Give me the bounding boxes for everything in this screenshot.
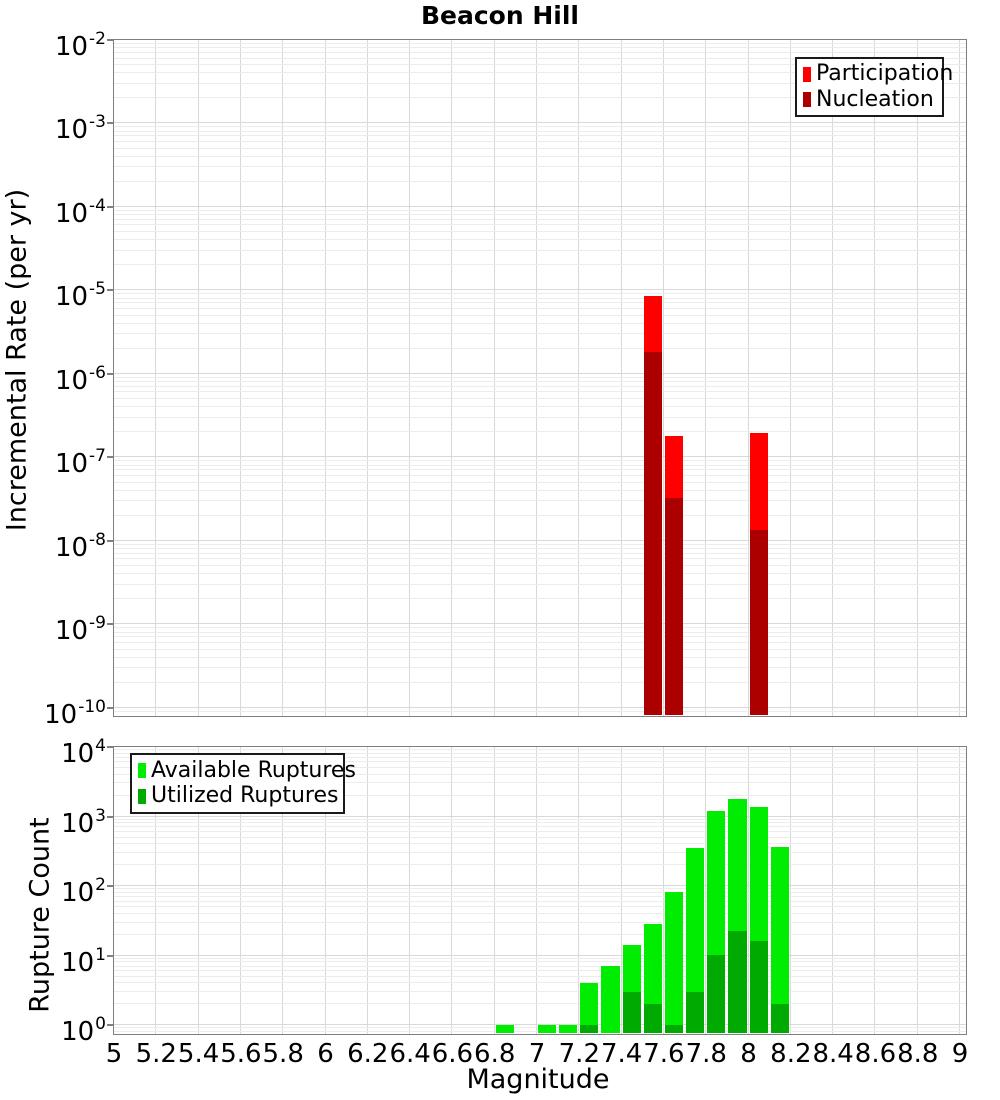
x-tick-label: 7.2 [558,1039,600,1069]
minor-gridline [114,391,966,392]
minor-gridline [114,906,966,907]
y-tick-label: $10^1$ [61,944,106,978]
nucleation-swatch [803,92,811,107]
y-tick-label: $10^{-6}$ [54,362,106,396]
bar-available-ruptures [496,1025,514,1034]
y-tick-label: $10^4$ [61,736,106,769]
minor-gridline [114,348,966,349]
legend-item-utilized-ruptures [138,784,337,808]
minor-gridline [114,548,966,549]
minor-gridline [114,381,966,382]
minor-gridline [114,749,966,750]
bar-nucleation [665,498,683,715]
y-tick-mark [107,540,114,542]
minor-gridline [114,181,966,182]
minor-gridline [114,982,966,983]
minor-gridline [114,126,966,127]
x-tick-label: 6.8 [474,1039,516,1069]
available-ruptures-swatch [138,763,146,778]
y-tick-mark [107,206,114,208]
x-tick-label: 8.8 [897,1039,939,1069]
minor-gridline [114,636,966,637]
minor-gridline [114,888,966,889]
y-tick-label: $10^2$ [61,875,106,909]
minor-gridline [114,47,966,48]
minor-gridline [114,298,966,299]
minor-gridline [114,460,966,461]
minor-gridline [114,490,966,491]
minor-gridline [114,308,966,309]
x-tick-label: 6.4 [389,1039,431,1069]
minor-gridline [114,417,966,418]
major-gridline [114,373,966,374]
y-tick-label: $10^{-10}$ [44,696,106,730]
top-legend [795,57,954,117]
minor-gridline [114,465,966,466]
legend-label-utilized-ruptures: Utilized Ruptures [151,783,339,809]
x-tick-label: 7.6 [643,1039,685,1069]
major-gridline [114,707,966,708]
major-gridline [114,122,966,123]
minor-gridline [114,822,966,823]
y-tick-label: $10^{-2}$ [54,29,106,62]
minor-gridline [114,852,966,853]
bar-available-ruptures [559,1025,577,1034]
minor-gridline [114,657,966,658]
x-tick-label: 6 [317,1039,334,1069]
minor-gridline [114,892,966,893]
x-tick-label: 7 [528,1039,546,1069]
minor-gridline [114,976,966,977]
minor-gridline [114,553,966,554]
bar-nucleation [644,352,662,715]
bottom-y-axis-label: Rupture Count [24,817,56,1013]
minor-gridline [114,598,966,599]
y-tick-mark [107,707,114,709]
x-tick-label: 7.4 [600,1039,643,1069]
minor-gridline [114,398,966,399]
y-tick-label: $10^3$ [61,805,106,839]
x-tick-label: 5 [105,1039,123,1069]
minor-gridline [114,406,966,407]
minor-gridline [114,250,966,251]
y-tick-mark [107,122,114,124]
major-gridline [114,540,966,541]
bar-utilized-ruptures [686,992,704,1034]
bar-available-ruptures [601,966,619,1033]
legend-label-available-ruptures: Available Ruptures [151,757,356,783]
legend-item-participation [803,61,954,87]
y-tick-label: $10^0$ [61,1014,106,1048]
minor-gridline [114,333,966,334]
minor-gridline [114,302,966,303]
minor-gridline [114,386,966,387]
bar-utilized-ruptures [580,1025,598,1034]
minor-gridline [114,819,966,820]
y-tick-mark [107,885,114,887]
bar-nucleation [750,530,768,716]
major-gridline [114,623,966,624]
minor-gridline [114,219,966,220]
minor-gridline [114,901,966,902]
x-tick-label: 6.2 [347,1039,389,1069]
minor-gridline [114,826,966,827]
minor-gridline [114,166,966,167]
minor-gridline [114,864,966,865]
bar-available-ruptures [665,892,683,1033]
y-tick-label: $10^{-9}$ [54,613,106,647]
minor-gridline [114,475,966,476]
top-plot-area [113,39,967,717]
y-tick-label: $10^{-4}$ [54,195,106,229]
minor-gridline [114,431,966,432]
minor-gridline [114,377,966,378]
major-gridline [114,289,966,290]
minor-gridline [114,922,966,923]
y-tick-mark [107,623,114,625]
minor-gridline [114,210,966,211]
minor-gridline [114,991,966,992]
minor-gridline [114,515,966,516]
minor-gridline [114,214,966,215]
minor-gridline [114,264,966,265]
legend-item-nucleation [803,88,936,112]
utilized-ruptures-swatch [138,789,146,804]
x-tick-label: 8.6 [854,1039,897,1069]
minor-gridline [114,627,966,628]
y-tick-mark [107,373,114,375]
x-tick-label: 5.4 [177,1039,220,1069]
bar-utilized-ruptures [707,955,725,1033]
participation-swatch [803,67,811,82]
chart-title: Beacon Hill [420,1,579,30]
y-tick-mark [107,816,114,818]
minor-gridline [114,896,966,897]
minor-gridline [114,837,966,838]
y-tick-label: $10^{-3}$ [54,112,106,146]
x-tick-label: 5.6 [220,1039,262,1069]
x-tick-label: 5.8 [262,1039,304,1069]
x-tick-label: 8.2 [770,1039,812,1069]
minor-gridline [114,913,966,914]
minor-gridline [114,293,966,294]
y-tick-mark [107,39,114,41]
minor-gridline [114,544,966,545]
legend-label-nucleation: Nucleation [816,86,934,112]
y-tick-mark [107,1024,114,1026]
y-tick-label: $10^{-7}$ [54,446,106,480]
minor-gridline [114,970,966,971]
minor-gridline [114,224,966,225]
minor-gridline [114,667,966,668]
top-y-axis-label: Incremental Rate (per yr) [1,188,33,532]
major-gridline [114,885,966,886]
bar-utilized-ruptures [728,931,746,1033]
minor-gridline [114,649,966,650]
bottom-legend [130,753,356,814]
x-tick-label: 7.8 [685,1039,727,1069]
major-gridline [114,955,966,956]
minor-gridline [114,52,966,53]
minor-gridline [114,558,966,559]
bar-utilized-ruptures [665,1025,683,1034]
y-tick-mark [107,746,114,748]
major-gridline [114,456,966,457]
x-tick-label: 6.6 [431,1039,474,1069]
y-tick-mark [107,456,114,458]
minor-gridline [114,135,966,136]
y-tick-label: $10^{-5}$ [54,279,106,313]
bar-utilized-ruptures [771,1004,789,1034]
minor-gridline [114,843,966,844]
x-tick-label: 5.2 [135,1039,177,1069]
minor-gridline [114,573,966,574]
minor-gridline [114,584,966,585]
minor-gridline [114,831,966,832]
minor-gridline [114,1003,966,1004]
minor-gridline [114,958,966,959]
minor-gridline [114,632,966,633]
bar-available-ruptures [538,1025,556,1034]
bar-utilized-ruptures [623,992,641,1034]
minor-gridline [114,961,966,962]
minor-gridline [114,682,966,683]
minor-gridline [114,565,966,566]
minor-gridline [114,131,966,132]
x-tick-label: 9 [951,1039,969,1069]
x-axis-label: Magnitude [466,1064,610,1095]
minor-gridline [114,141,966,142]
minor-gridline [114,711,966,712]
minor-gridline [114,642,966,643]
major-gridline [114,816,966,817]
legend-label-participation: Participation [816,61,954,87]
minor-gridline [114,934,966,935]
bar-utilized-ruptures [750,941,768,1033]
minor-gridline [114,148,966,149]
minor-gridline [114,231,966,232]
x-tick-label: 8 [740,1039,757,1069]
minor-gridline [114,239,966,240]
minor-gridline [114,43,966,44]
bar-utilized-ruptures [644,1004,662,1034]
minor-gridline [114,500,966,501]
y-tick-mark [107,289,114,291]
minor-gridline [114,323,966,324]
legend-item-available-ruptures [138,757,356,783]
minor-gridline [114,469,966,470]
y-tick-label: $10^{-8}$ [54,529,106,563]
minor-gridline [114,156,966,157]
major-gridline [114,206,966,207]
minor-gridline [114,315,966,316]
y-tick-mark [107,955,114,957]
minor-gridline [114,482,966,483]
x-tick-label: 8.4 [812,1039,854,1069]
minor-gridline [114,966,966,967]
